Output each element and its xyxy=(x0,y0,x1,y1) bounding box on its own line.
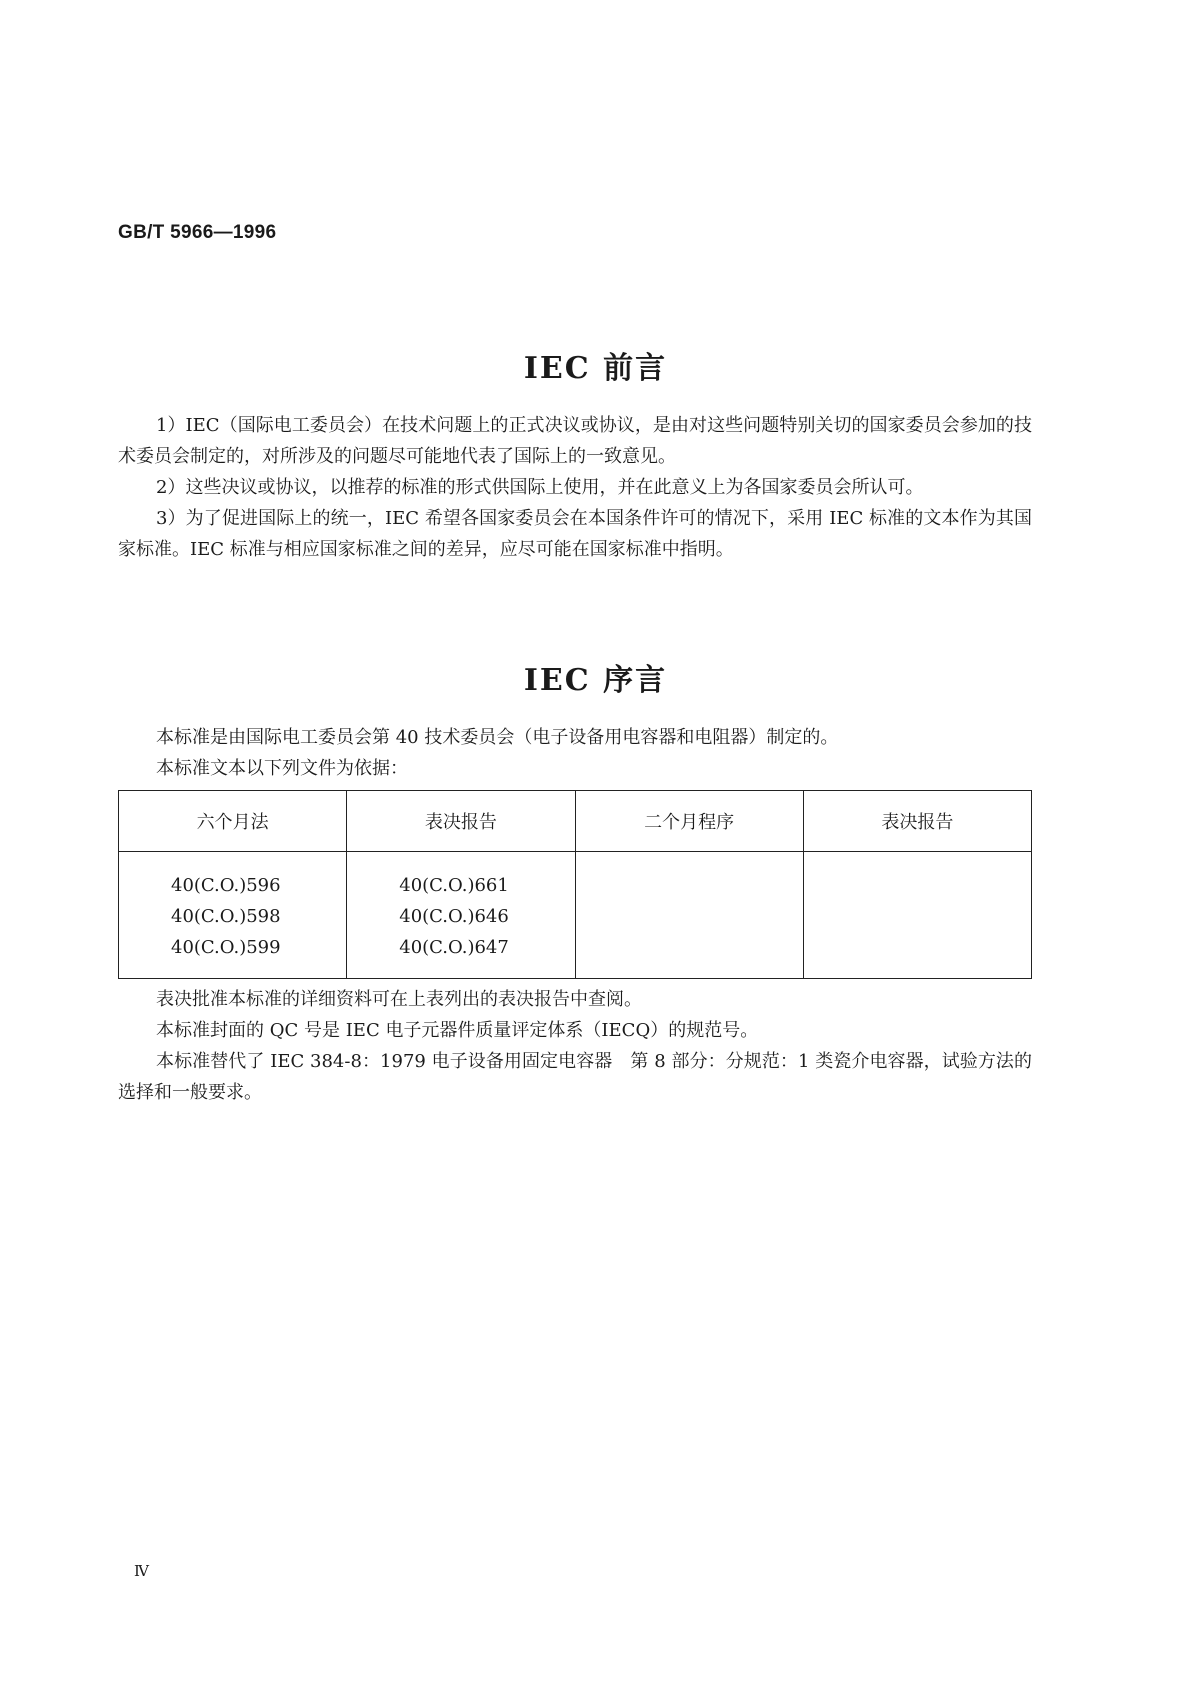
doc-ref: 40(C.O.)598 xyxy=(171,906,281,927)
doc-ref: 40(C.O.)661 xyxy=(399,875,509,896)
cell-voting-report-2-docs xyxy=(803,852,1031,979)
header-voting-report-2: 表决报告 xyxy=(803,791,1031,852)
cell-voting-report-docs xyxy=(347,852,575,979)
standard-code: GB/T 5966—1996 xyxy=(118,222,277,243)
document-basis-table xyxy=(118,790,1032,979)
preface-after-1: 表决批准本标准的详细资料可在上表列出的表决报告中查阅。 xyxy=(156,989,642,1010)
table-header-row xyxy=(119,791,1032,852)
doc-ref: 40(C.O.)646 xyxy=(399,906,509,927)
foreword-title: IEC 前言 xyxy=(523,351,668,386)
header-six-month-method: 六个月法 xyxy=(119,791,347,852)
foreword-paragraph-1: 1）IEC（国际电工委员会）在技术问题上的正式决议或协议，是由对这些问题特别关切的国家委员会参加的技术委员会制定的，对所涉及的问题尽可能地代表了国际上的一致意见。 xyxy=(118,415,1032,467)
table-row xyxy=(119,852,1032,979)
cell-two-month-docs xyxy=(575,852,803,979)
cell-six-month-docs xyxy=(119,852,347,979)
doc-ref: 40(C.O.)599 xyxy=(171,937,281,958)
page-number: Ⅳ xyxy=(134,1562,149,1580)
doc-ref: 40(C.O.)596 xyxy=(171,875,281,896)
foreword-paragraph-3: 3）为了促进国际上的统一，IEC 希望各国家委员会在本国条件许可的情况下，采用 IEC 标准的文本作为其国家标准。IEC 标准与相应国家标准之间的差异，应尽可能在国家标准中指明。 xyxy=(118,508,1032,560)
foreword-paragraph-2: 2）这些决议或协议，以推荐的标准的形式供国际上使用，并在此意义上为各国家委员会所认可。 xyxy=(156,477,924,498)
preface-title: IEC 序言 xyxy=(523,663,668,698)
header-voting-report-1: 表决报告 xyxy=(347,791,575,852)
header-two-month-procedure: 二个月程序 xyxy=(575,791,803,852)
preface-intro-1: 本标准是由国际电工委员会第 40 技术委员会（电子设备用电容器和电阻器）制定的。 xyxy=(156,727,839,748)
preface-after-2: 本标准封面的 QC 号是 IEC 电子元器件质量评定体系（IECQ）的规范号。 xyxy=(156,1020,759,1041)
preface-intro-2: 本标准文本以下列文件为依据： xyxy=(156,758,408,779)
doc-ref: 40(C.O.)647 xyxy=(399,937,509,958)
preface-after-3: 本标准替代了 IEC 384-8：1979 电子设备用固定电容器 第 8 部分：分规范：1 类瓷介电容器，试验方法的选择和一般要求。 xyxy=(118,1051,1032,1103)
